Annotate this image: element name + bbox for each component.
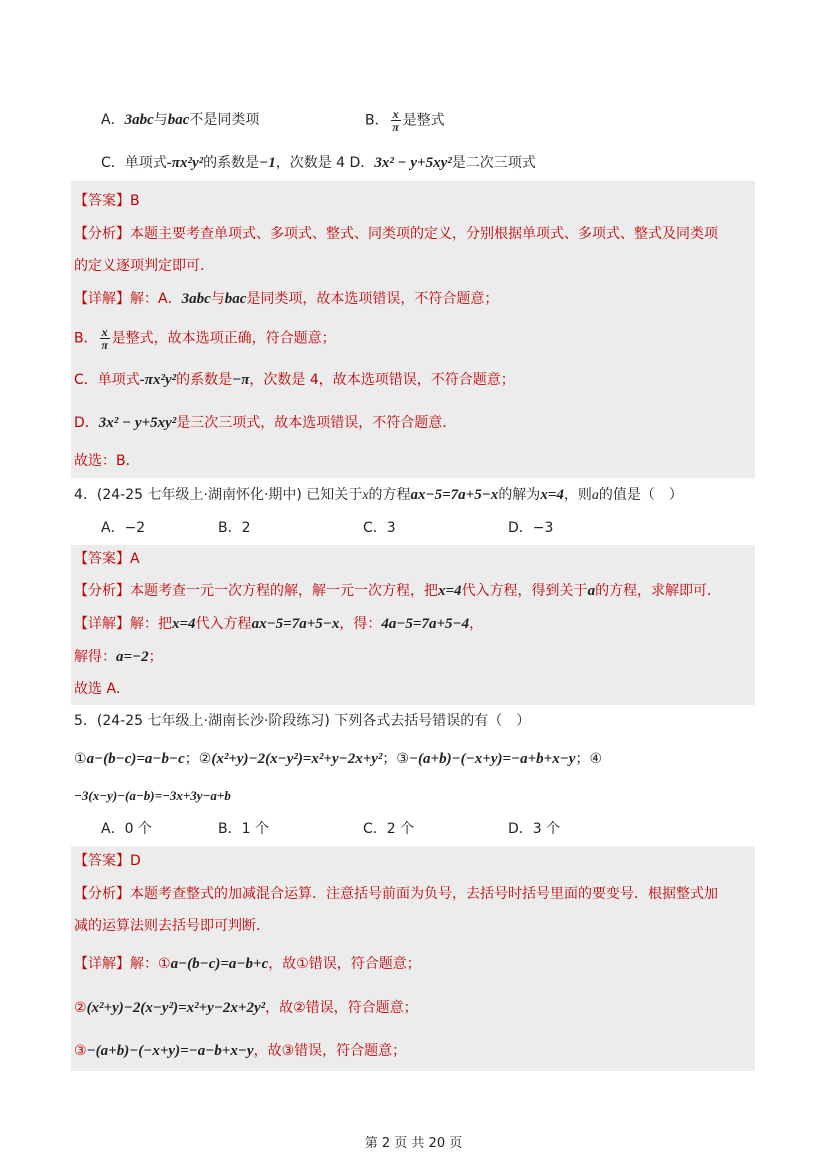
q4-solve-suffix: ； (148, 649, 163, 665)
q4-analysis-a: 【分析】本题考查一元一次方程的解，解一元一次方程，把 (74, 583, 438, 599)
q4-analysis-b: 代入方程，得到关于 (461, 583, 588, 599)
q3-detail-a (74, 289, 498, 309)
q3-detail-a-prefix: 【详解】解：A． (74, 291, 182, 307)
q3-option-c-d (101, 153, 536, 173)
q3-option-a-mid: 与 (153, 112, 168, 128)
q5-option-d: D．3 个 (508, 821, 561, 837)
q4-stem-a: 4．(24-25 七年级上·湖南怀化·期中) 已知关于 (74, 487, 363, 503)
q5-item1-math: a−(b−c)=a−b−c (86, 751, 185, 767)
q5-option-a: A．0 个 (101, 821, 152, 837)
fraction-numerator: x (392, 107, 399, 121)
q4-stem-e: 的值是（ ） (598, 487, 683, 503)
q3-option-a-math2: bac (167, 112, 190, 128)
q3-answer: 【答案】B (74, 193, 140, 209)
q4-equation: ax−5=7a+5−x (410, 487, 499, 503)
q4-option-c: C．3 (363, 520, 396, 536)
q3-option-d-prefix: D． (349, 155, 375, 171)
q3-option-d-suffix: 是二次三项式 (451, 155, 536, 171)
q4-answer: 【答案】A (74, 551, 140, 567)
q3-detail-a-suffix: 是同类项，故本选项错误，不符合题意； (246, 291, 499, 307)
q4-stem-d: ，则 (563, 487, 592, 503)
q3-option-c-suffix: ，次数是 4 (275, 155, 346, 171)
q5-answer: 【答案】D (74, 853, 141, 869)
q4-detail (74, 614, 483, 634)
q5-item2-math: (x²+y)−2(x−y²)=x²+y−2x+y² (211, 751, 383, 767)
q3-option-c-prefix: C．单项式 (101, 155, 167, 171)
q4-analysis (74, 581, 721, 601)
q3-option-c-math2: −1 (259, 155, 276, 171)
q3-detail-c-mid: 的系数是 (176, 372, 233, 388)
q4-detail-math3: 4a−5=7a+5−4 (381, 616, 470, 632)
q3-detail-b-fraction (100, 326, 110, 351)
q4-var-x: x (362, 488, 369, 503)
q4-stem-c: 的解为 (498, 487, 541, 503)
q5-detail2-prefix: ② (74, 1000, 87, 1016)
q5-detail2-suffix: ，故②错误，符合题意； (265, 1000, 418, 1016)
q4-detail-a: 【详解】解：把 (74, 616, 172, 632)
q3-option-a (101, 110, 259, 130)
q5-option-c: C．2 个 (363, 821, 415, 837)
q3-detail-d (74, 413, 456, 433)
q3-detail-c (74, 370, 515, 390)
q4-choose: 故选 A． (74, 681, 131, 697)
q5-analysis-line2: 减的运算法则去括号即可判断． (74, 918, 270, 934)
q3-detail-a-math1: 3abc (181, 291, 211, 307)
q4-detail-c: ，得： (339, 616, 382, 632)
q4-detail-math1: x=4 (172, 616, 196, 632)
q5-item3-label: ；③ (382, 751, 409, 767)
q4-var-a: a (591, 488, 599, 503)
q4-detail-b: 代入方程 (195, 616, 252, 632)
q5-detail1-prefix: 【详解】解：① (74, 956, 171, 972)
q5-detail2-math: (x²+y)−2(x−y²)=x²+y−2x+2y² (86, 1000, 266, 1016)
q3-detail-c-math2: −π (232, 372, 250, 388)
q3-detail-b (74, 326, 336, 351)
q5-stem: 5．(24-25 七年级上·湖南长沙·阶段练习) 下列各式去括号错误的有（ ） (74, 713, 531, 729)
q5-detail1-suffix: ，故①错误，符合题意； (268, 956, 421, 972)
q3-detail-c-math1: -πx²y² (139, 372, 177, 388)
q3-option-b-fraction (391, 108, 401, 133)
q3-option-a-prefix: A． (101, 112, 125, 128)
q4-solve-math: a=−2 (116, 649, 149, 665)
q3-detail-d-math: 3x² − y+5xy² (98, 415, 177, 431)
fraction-denominator: π (101, 338, 108, 352)
q3-option-d-math: 3x² − y+5xy² (374, 155, 452, 171)
q5-detail3 (74, 1041, 406, 1061)
q4-detail-d: ， (469, 616, 484, 632)
q4-option-d: D．−3 (508, 520, 554, 536)
q3-option-c-math1: -πx²y² (166, 155, 204, 171)
q5-items-line1 (74, 749, 602, 769)
q4-solve (74, 647, 163, 667)
q3-detail-b-suffix: 是整式，故本选项正确，符合题意； (111, 330, 336, 347)
q3-option-a-suffix: 不是同类项 (189, 112, 260, 128)
q3-detail-a-mid: 与 (210, 291, 225, 307)
q4-analysis-math2: a (587, 583, 596, 599)
q3-detail-b-prefix: B． (74, 330, 98, 347)
q4-solution: x=4 (540, 487, 564, 503)
q3-option-b-suffix: 是整式 (402, 112, 445, 129)
q4-stem-b: 的方程 (368, 487, 411, 503)
q3-choose: 故选：B． (74, 453, 140, 469)
page-footer: 第 2 页 共 20 页 (364, 1136, 463, 1151)
q4-solve-prefix: 解得： (74, 649, 116, 665)
q5-item4-math: −3(x−y)−(a−b)=−3x+3y−a+b (74, 788, 231, 803)
q5-detail2 (74, 998, 418, 1018)
q5-analysis-line1: 【分析】本题考查整式的加减混合运算．注意括号前面为负号，去括号时括号里面的要变号．根据整式加 (74, 886, 718, 902)
q3-option-b (365, 108, 445, 133)
q3-detail-d-suffix: 是三次三项式，故本选项错误，不符合题意． (176, 415, 457, 431)
q4-option-a: A．−2 (101, 520, 146, 536)
fraction-numerator: x (101, 325, 108, 339)
q3-detail-c-prefix: C．单项式 (74, 372, 140, 388)
q5-item1-label: ① (74, 751, 87, 767)
q4-analysis-c: 的方程，求解即可． (595, 583, 722, 599)
q5-option-b: B．1 个 (218, 821, 269, 837)
q5-detail1 (74, 954, 421, 974)
fraction-denominator: π (392, 120, 399, 134)
q5-item2-label: ；② (184, 751, 212, 767)
q3-detail-c-suffix: ，次数是 4，故本选项错误，不符合题意； (249, 372, 515, 388)
q3-detail-a-math2: bac (224, 291, 247, 307)
q5-detail3-suffix: ，故③错误，符合题意； (253, 1043, 407, 1059)
q5-detail3-prefix: ③ (74, 1043, 87, 1059)
q3-option-a-math1: 3abc (124, 112, 154, 128)
q3-analysis-line1: 【分析】本题主要考查单项式、多项式、整式、同类项的定义，分别根据单项式、多项式、整式及同类项 (74, 226, 718, 242)
q3-detail-d-prefix: D． (74, 415, 99, 431)
q5-detail3-math: −(a+b)−(−x+y)=−a−b+x−y (86, 1043, 254, 1059)
q5-item4-label: ；④ (575, 751, 603, 767)
q4-stem (74, 485, 683, 506)
q3-option-c-mid: 的系数是 (203, 155, 260, 171)
q3-analysis-line2: 的定义逐项判定即可． (74, 258, 214, 274)
q4-detail-math2: ax−5=7a+5−x (251, 616, 340, 632)
q5-detail1-math: a−(b−c)=a−b+c (170, 956, 269, 972)
q4-option-b: B．2 (218, 520, 251, 536)
q5-item3-math: −(a+b)−(−x+y)=−a+b+x−y (408, 751, 576, 767)
q3-option-b-prefix: B． (365, 112, 389, 129)
q4-analysis-math1: x=4 (438, 583, 462, 599)
